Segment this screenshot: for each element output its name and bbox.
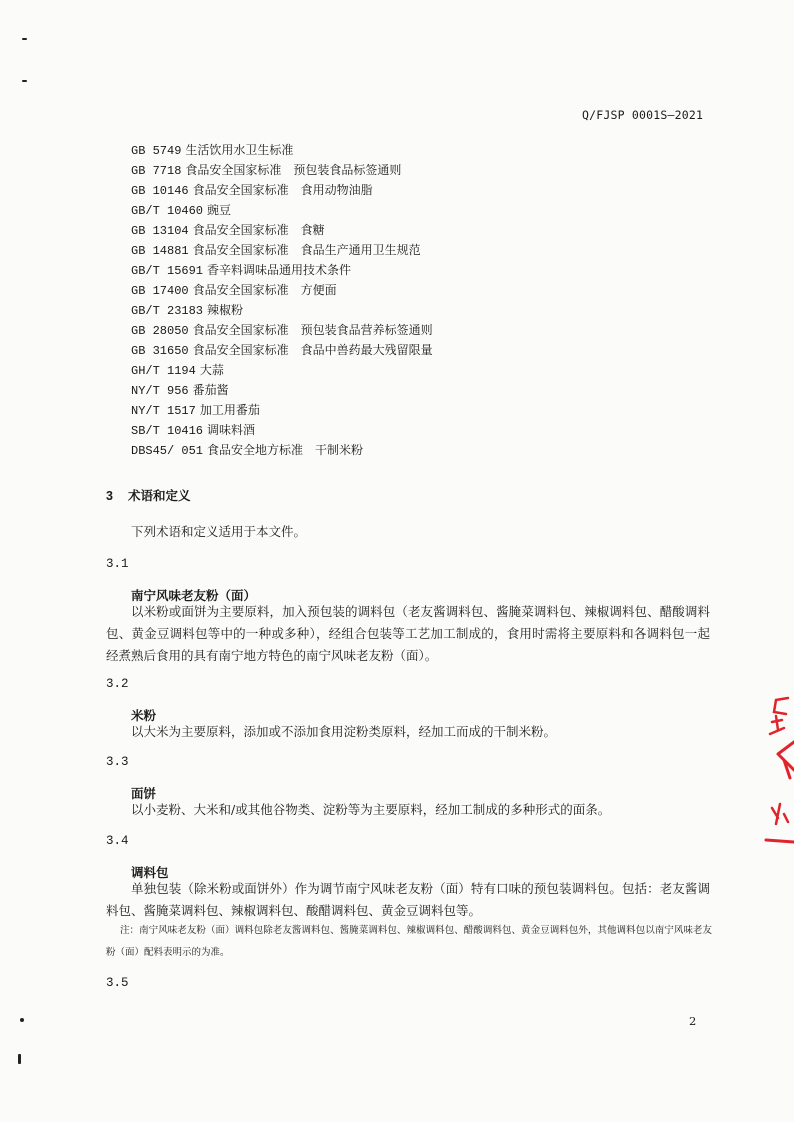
reference-code: GB 28050 xyxy=(131,324,189,338)
reference-title: 食品安全国家标准 食品中兽药最大残留限量 xyxy=(192,343,433,357)
scan-speck xyxy=(22,80,27,82)
section-heading xyxy=(106,486,191,504)
reference-code: GB/T 23183 xyxy=(131,304,204,318)
clause-number: 3.1 xyxy=(106,557,129,571)
reference-code: NY/T 1517 xyxy=(131,404,196,418)
reference-title: 调味料酒 xyxy=(207,423,256,437)
term-note: 注：南宁风味老友粉（面）调料包除老友酱调料包、酱腌菜调料包、辣椒调料包、醋酸调料包、黄金豆调料包外，其他调料包以南宁风味老友粉（面）配料表明示的为准。 xyxy=(106,925,712,958)
reference-code: GB 31650 xyxy=(131,344,189,358)
reference-item xyxy=(131,342,433,359)
reference-item xyxy=(131,302,243,319)
reference-title: 食品安全国家标准 方便面 xyxy=(192,283,337,297)
reference-code: GH/T 1194 xyxy=(131,364,196,378)
reference-item xyxy=(131,162,401,179)
clause-number: 3.3 xyxy=(106,755,129,769)
reference-title: 食品安全国家标准 食品生产通用卫生规范 xyxy=(192,243,421,257)
clause-number: 3.5 xyxy=(106,976,129,990)
reference-code: GB 14881 xyxy=(131,244,189,258)
section-number: 3 xyxy=(106,489,113,503)
reference-title: 辣椒粉 xyxy=(207,303,244,317)
reference-code: DBS45/ 051 xyxy=(131,444,204,458)
reference-title: 香辛料调味品通用技术条件 xyxy=(207,263,352,277)
term-definition: 以大米为主要原料，添加或不添加食用淀粉类原料，经加工而成的干制米粉。 xyxy=(131,724,557,739)
reference-code: GB 5749 xyxy=(131,144,182,158)
term-definition: 以小麦粉、大米和/或其他谷物类、淀粉等为主要原料，经加工制成的多种形式的面条。 xyxy=(131,802,611,817)
reference-code: GB/T 15691 xyxy=(131,264,204,278)
reference-code: GB 7718 xyxy=(131,164,182,178)
section-title: 术语和定义 xyxy=(128,489,191,503)
reference-item xyxy=(131,422,255,439)
seal-stamp-fragment xyxy=(758,690,794,850)
clause-number: 3.2 xyxy=(106,677,129,691)
reference-code: NY/T 956 xyxy=(131,384,189,398)
clause-number: 3.4 xyxy=(106,834,129,848)
reference-title: 豌豆 xyxy=(207,203,232,217)
reference-code: SB/T 10416 xyxy=(131,424,204,438)
reference-code: GB 13104 xyxy=(131,224,189,238)
reference-title: 食品安全国家标准 预包装食品营养标签通则 xyxy=(192,323,433,337)
section-intro: 下列术语和定义适用于本文件。 xyxy=(131,524,307,539)
reference-item xyxy=(131,182,373,199)
reference-title: 食品安全国家标准 食糖 xyxy=(192,223,325,237)
reference-item xyxy=(131,402,260,419)
reference-code: GB 17400 xyxy=(131,284,189,298)
reference-title: 大蒜 xyxy=(199,363,224,377)
term-name: 米粉 xyxy=(131,709,157,723)
reference-item xyxy=(131,222,325,239)
reference-code: GB 10146 xyxy=(131,184,189,198)
reference-title: 加工用番茄 xyxy=(199,403,260,417)
reference-title: 生活饮用水卫生标准 xyxy=(185,143,294,157)
term-name: 面饼 xyxy=(131,787,157,801)
reference-item xyxy=(131,142,293,159)
document-code-header: Q/FJSP 0001S—2021 xyxy=(582,108,704,122)
reference-item xyxy=(131,322,433,339)
reference-title: 番茄酱 xyxy=(192,383,229,397)
reference-item xyxy=(131,442,363,459)
reference-item xyxy=(131,382,229,399)
reference-title: 食品安全地方标准 干制米粉 xyxy=(207,443,364,457)
reference-title: 食品安全国家标准 预包装食品标签通则 xyxy=(185,163,402,177)
scan-speck xyxy=(18,1054,21,1064)
scan-speck xyxy=(22,38,27,40)
term-name: 南宁风味老友粉（面） xyxy=(131,589,257,603)
reference-item xyxy=(131,362,224,379)
reference-item xyxy=(131,282,337,299)
page-number: 2 xyxy=(689,1014,697,1028)
reference-code: GB/T 10460 xyxy=(131,204,204,218)
term-name: 调料包 xyxy=(131,866,169,880)
reference-item xyxy=(131,242,421,259)
scan-speck xyxy=(20,1018,24,1022)
term-definition: 以米粉或面饼为主要原料，加入预包装的调料包（老友酱调料包、酱腌菜调料包、辣椒调料包、醋酸调料包、黄金豆调料包等中的一种或多种），经组合包装等工艺加工制成的，食用时需将主要原料和各调料包一起经煮熟后食用的具有南宁地方特色的南宁风味老友粉（面）。 xyxy=(106,604,710,663)
reference-title: 食品安全国家标准 食用动物油脂 xyxy=(192,183,373,197)
term-definition: 单独包装（除米粉或面饼外）作为调节南宁风味老友粉（面）特有口味的预包装调料包。包括：老友酱调料包、酱腌菜调料包、辣椒调料包、酸醋调料包、黄金豆调料包等。 xyxy=(106,881,710,918)
reference-item xyxy=(131,202,231,219)
reference-item xyxy=(131,262,351,279)
